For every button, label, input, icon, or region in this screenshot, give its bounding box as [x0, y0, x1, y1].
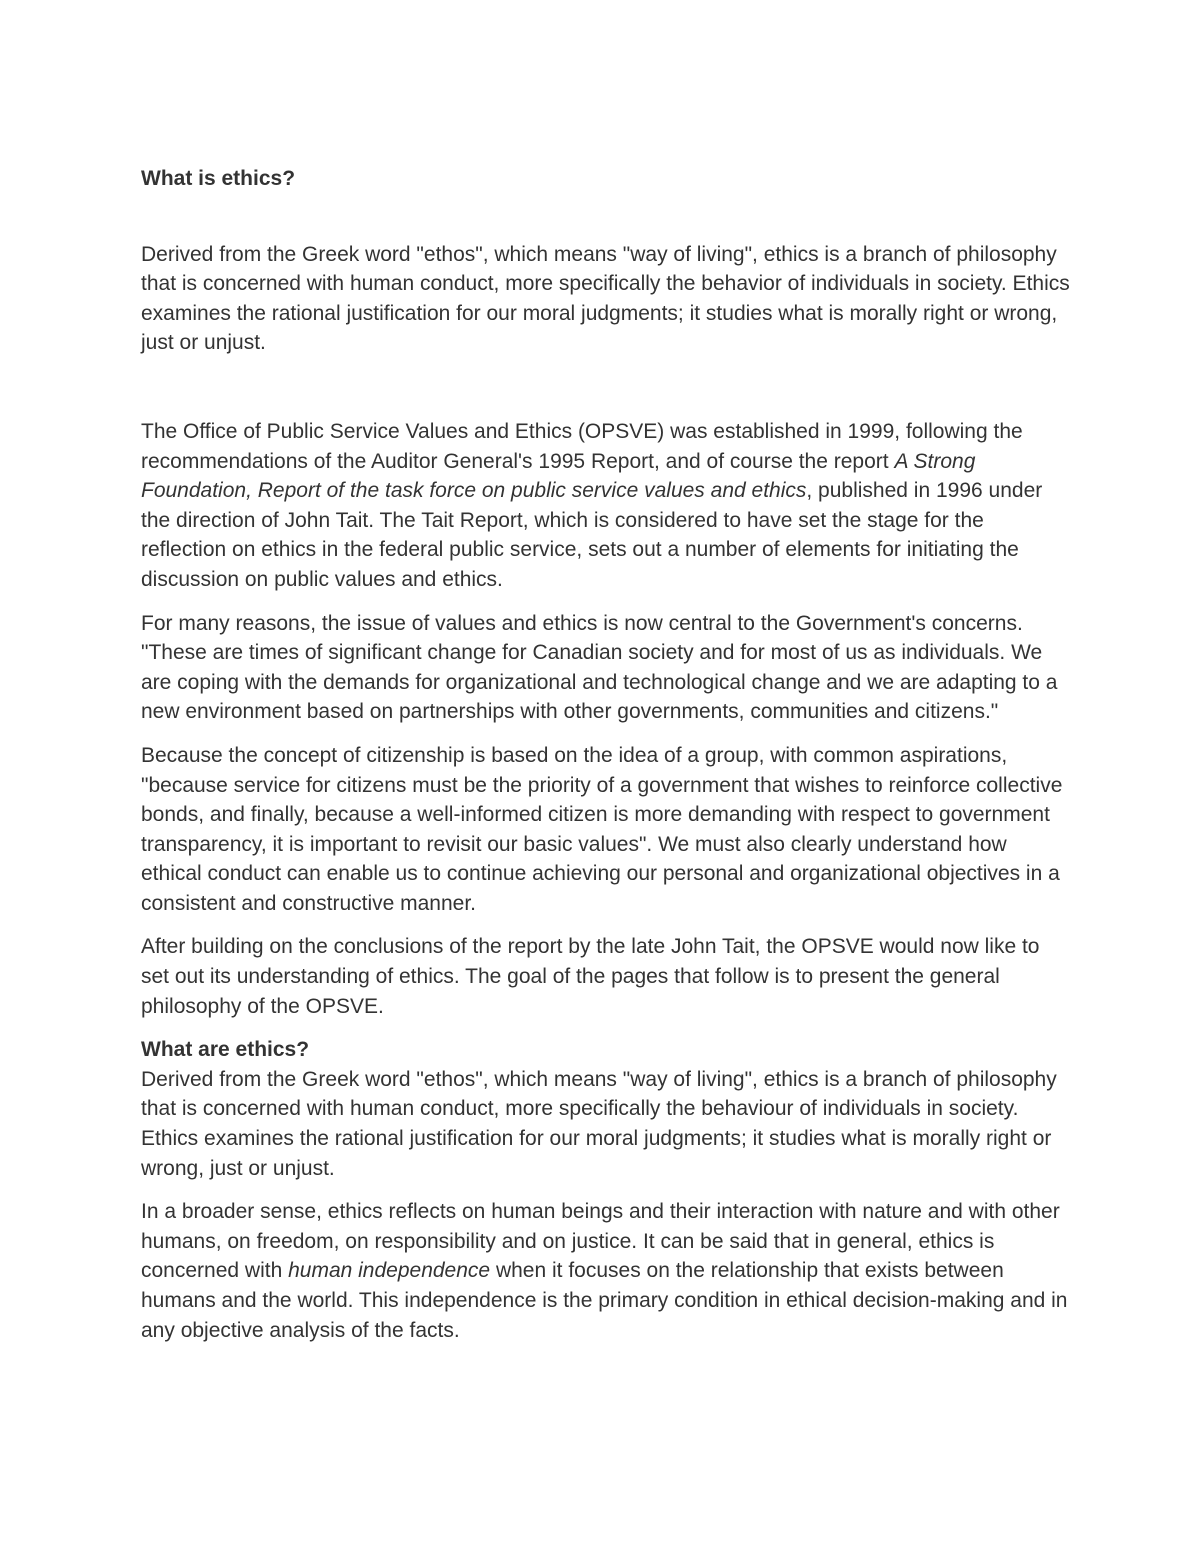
document-page	[141, 164, 1071, 1345]
paragraph-broader-sense	[141, 1197, 1071, 1345]
heading-what-are-ethics: What are ethics?	[141, 1038, 310, 1062]
heading-what-is-ethics: What is ethics?	[141, 167, 296, 190]
paragraph-opsve-established	[141, 417, 1071, 595]
report-title-italic: A Strong Foundation, Report of the task force on public service values and ethics	[141, 449, 976, 503]
paragraph-broader-text-b: when it focuses on the relationship that exists between humans and the world. This independence is the primary condition in ethical decision-making and in any objective analysis of the facts.	[141, 1259, 1068, 1342]
paragraph-broader-text-a: In a broader sense, ethics reflects on human beings and their interaction with nature and with other humans, on freedom, on responsibility and on justice. It can be said that in general, ethics is concerned with	[141, 1200, 1060, 1283]
paragraph-opsve-text-b: , published in 1996 under the direction of John Tait. The Tait Report, which is considered to have set the stage for the reflection on ethics in the federal public service, sets out a number of elements for initiating the discussion on public values and ethics.	[141, 479, 1043, 591]
paragraph-tait-conclusions: After building on the conclusions of the report by the late John Tait, the OPSVE would now like to set out its understanding of ethics. The goal of the pages that follow is to present the general philosophy of the OPSVE.	[141, 935, 1040, 1018]
paragraph-values-central: For many reasons, the issue of values and ethics is now central to the Government's concerns. "These are times of significant change for Canadian society and for most of us as individuals. We are coping with the demands for organizational and technological change and we are adapting to a new environment based on partnerships with other governments, communities and citizens."	[141, 611, 1058, 724]
paragraph-opsve-text-a: The Office of Public Service Values and Ethics (OPSVE) was established in 1999, following the recommendations of the Auditor General's 1995 Report, and of course the report	[141, 419, 1023, 473]
paragraph-citizenship: Because the concept of citizenship is based on the idea of a group, with common aspirations, "because service for citizens must be the priority of a government that wishes to reinforce collective bonds, and finally, because a well-informed citizen is more demanding with respect to government transparency, it is important to revisit our basic values". We must also clearly understand how ethical conduct can enable us to continue achieving our personal and organizational objectives in a consistent and constructive manner.	[141, 743, 1063, 915]
human-independence-italic: human independence	[288, 1259, 491, 1283]
paragraph-ethos-definition: Derived from the Greek word "ethos", which means "way of living", ethics is a branch of philosophy that is concerned with human conduct, more specifically the behavior of individuals in society. Ethics examines the rational justification for our moral judgments; it studies what is morally right or wrong, just or unjust.	[141, 242, 1070, 355]
paragraph-ethos-definition-2: Derived from the Greek word "ethos", which means "way of living", ethics is a branch of philosophy that is concerned with human conduct, more specifically the behaviour of individuals in society. Ethics examines the rational justification for our moral judgments; it studies what is morally right or wrong, just or unjust.	[141, 1067, 1057, 1180]
